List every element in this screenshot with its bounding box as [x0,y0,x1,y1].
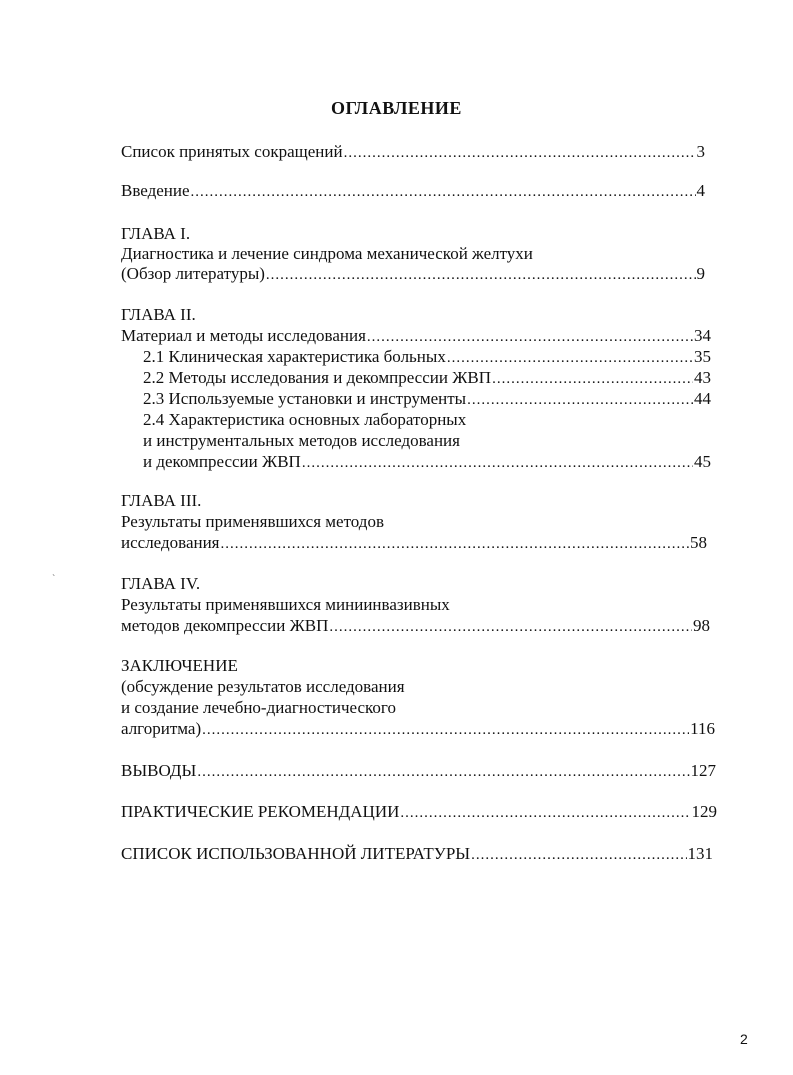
toc-entry-section-2-4 [143,453,711,473]
chapter-4-title: Результаты применявшихся миниинвазивных [121,595,450,614]
conclusion-heading: ЗАКЛЮЧЕНИЕ [121,656,238,675]
dot-leader [367,330,693,345]
scan-artifact: ` [52,574,56,585]
toc-label: 2.3 Используемые установки и инструменты [143,389,467,408]
toc-entry-findings [121,762,716,782]
toc-entry-references [121,845,713,865]
toc-page: 98 [693,616,710,635]
toc-label: Материал и методы исследования [121,326,366,345]
chapter-3-heading: ГЛАВА III. [121,491,202,510]
toc-page: 4 [696,181,705,200]
page-number: 2 [740,1031,748,1047]
dot-leader [266,268,696,283]
toc-label: Введение [121,181,190,200]
dot-leader [191,185,696,200]
dot-leader [467,393,693,408]
dot-leader [202,723,689,738]
toc-label: Список принятых сокращений [121,142,343,161]
dot-leader [400,806,690,821]
toc-page: 127 [690,761,716,780]
toc-label: исследования [121,533,220,552]
toc-entry-section-2-3 [143,390,711,410]
dot-leader [447,351,693,366]
toc-entry-chapter-2 [121,327,711,347]
toc-page: 35 [694,347,711,366]
toc-entry-conclusion [121,720,715,740]
toc-label: ПРАКТИЧЕСКИЕ РЕКОМЕНДАЦИИ [121,802,400,821]
chapter-1-title: Диагностика и лечение синдрома механической желтухи [121,244,533,263]
toc-page: 45 [694,452,711,471]
toc-entry-section-2-1 [143,348,711,368]
dot-leader [221,537,689,552]
toc-page: 131 [687,844,713,863]
chapter-1-heading: ГЛАВА I. [121,224,191,243]
toc-page: 44 [694,389,711,408]
toc-page: 58 [690,533,707,552]
conclusion-line-1: (обсуждение результатов исследования [121,677,405,696]
page-title: ОГЛАВЛЕНИЕ [331,98,462,118]
toc-label: и декомпрессии ЖВП [143,452,301,471]
chapter-3-title: Результаты применявшихся методов [121,512,384,531]
dot-leader [492,372,693,387]
toc-page: 34 [694,326,711,345]
toc-label: ВЫВОДЫ [121,761,197,780]
chapter-2-heading: ГЛАВА II. [121,305,196,324]
toc-entry-recommendations [121,803,717,823]
dot-leader [471,848,686,863]
toc-page: 129 [691,802,717,821]
toc-page: 3 [696,142,705,161]
dot-leader [197,765,689,780]
section-2-4-line-1: 2.4 Характеристика основных лабораторных [143,410,467,429]
toc-entry-section-2-2 [143,369,711,389]
toc-entry-chapter-3 [121,534,707,554]
section-2-4-line-2: и инструментальных методов исследования [143,431,460,450]
dot-leader [344,146,696,161]
toc-entry-abbreviations [121,143,705,163]
toc-page: 43 [694,368,711,387]
toc-label: 2.2 Методы исследования и декомпрессии ЖВП [143,368,492,387]
toc-label: (Обзор литературы) [121,264,265,283]
toc-label: алгоритма) [121,719,202,738]
toc-label: 2.1 Клиническая характеристика больных [143,347,446,366]
toc-entry-introduction [121,182,705,202]
toc-label: методов декомпрессии ЖВП [121,616,329,635]
toc-page: 9 [696,264,705,283]
toc-page: 116 [690,719,715,738]
conclusion-line-2: и создание лечебно-диагностического [121,698,396,717]
toc-entry-chapter-1 [121,265,705,285]
dot-leader [329,620,692,635]
dot-leader [302,456,693,471]
toc-label: СПИСОК ИСПОЛЬЗОВАННОЙ ЛИТЕРАТУРЫ [121,844,471,863]
chapter-4-heading: ГЛАВА IV. [121,574,201,593]
toc-entry-chapter-4 [121,617,710,637]
